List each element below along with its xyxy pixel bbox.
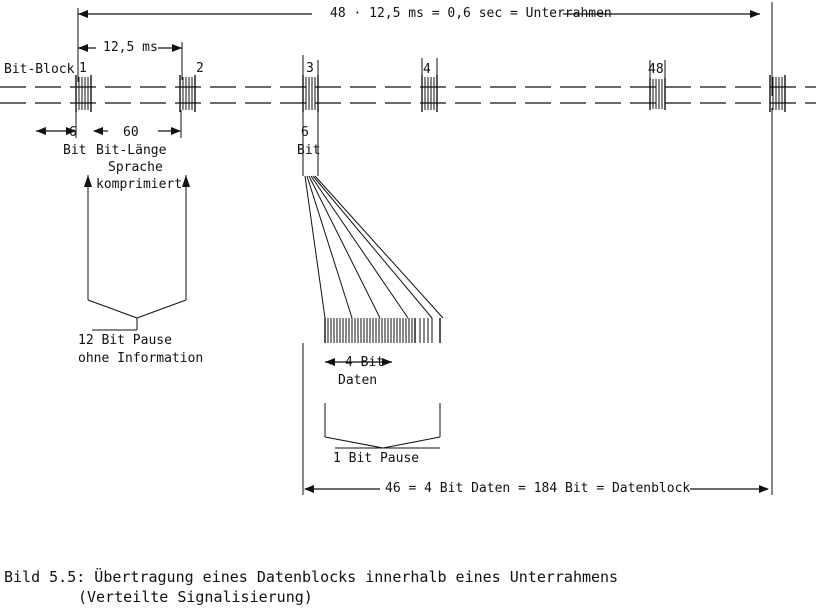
sprache-label: Sprache xyxy=(108,160,163,175)
expanded-data-burst xyxy=(325,318,440,343)
bit-burst-block-4 xyxy=(422,75,437,112)
six-bit-right-unit: Bit xyxy=(297,143,321,158)
figure-caption-line1: Bild 5.5: Übertragung eines Datenblocks innerhalb eines Unterrahmens xyxy=(4,568,619,586)
sixty-bit-value: 60 xyxy=(123,125,139,140)
fan-line-3 xyxy=(309,176,380,318)
top-span-arrowhead-right xyxy=(750,10,760,18)
pause-callout-join-right xyxy=(137,300,186,318)
pause-12bit-line1: 12 Bit Pause xyxy=(78,333,172,348)
one-bit-pause-join-left xyxy=(325,437,383,448)
block-2-label: 2 xyxy=(196,61,204,76)
bitblock-axis-label: Bit-Block xyxy=(4,62,75,77)
bottom-span-arrowhead-right xyxy=(759,485,769,493)
fan-line-6 xyxy=(315,176,443,318)
fan-line-5 xyxy=(313,176,432,318)
bit-burst-block-3 xyxy=(303,75,318,112)
sub-span-arrowhead-right xyxy=(172,44,182,52)
one-bit-pause-label: 1 Bit Pause xyxy=(333,451,420,466)
four-bit-daten-line1: 4 Bit xyxy=(345,355,385,370)
figure-caption-line2: (Verteilte Signalisierung) xyxy=(78,588,313,606)
bottom-span-arrowhead-left xyxy=(304,485,314,493)
sixty-bit-dim-arrow-right xyxy=(171,127,181,135)
fan-line-2 xyxy=(307,176,352,318)
komprimiert-label: komprimiert xyxy=(96,177,183,192)
one-bit-pause-join-right xyxy=(383,437,440,448)
four-bit-daten-line2: Daten xyxy=(338,373,378,388)
bottom-span-label: 46 = 4 Bit Daten = 184 Bit = Datenblock xyxy=(385,481,691,496)
six-bit-dim-arrow-left xyxy=(36,127,46,135)
block-48-label: 48 xyxy=(648,62,664,77)
fan-line-4 xyxy=(311,176,408,318)
block-4-label: 4 xyxy=(423,62,431,77)
pause-callout-right-arrowhead xyxy=(182,175,190,187)
top-span-arrowhead-left xyxy=(78,10,88,18)
bit-laenge-label: Bit-Länge xyxy=(96,143,167,158)
bit-burst-block-48 xyxy=(650,78,665,110)
four-bit-dim-arrow-left xyxy=(325,358,335,366)
six-bit-left-unit: Bit xyxy=(63,143,87,158)
pause-callout-left-arrowhead xyxy=(84,175,92,187)
block-3-label: 3 xyxy=(306,61,314,76)
six-bit-left-value: 6 xyxy=(69,125,77,140)
sub-span-arrowhead-left xyxy=(78,44,88,52)
sub-span-label: 12,5 ms xyxy=(103,40,158,55)
bit-burst-block-2 xyxy=(180,75,195,112)
block-1-label: 1 xyxy=(79,61,87,76)
fan-line-1 xyxy=(305,176,325,318)
six-bit-right-value: 6 xyxy=(301,125,309,140)
top-span-label: 48 · 12,5 ms = 0,6 sec = Unterrahmen xyxy=(330,6,612,21)
pause-callout-join-left xyxy=(88,300,137,318)
sixty-bit-dim-arrow-left xyxy=(93,127,103,135)
pause-12bit-line2: ohne Information xyxy=(78,351,204,366)
